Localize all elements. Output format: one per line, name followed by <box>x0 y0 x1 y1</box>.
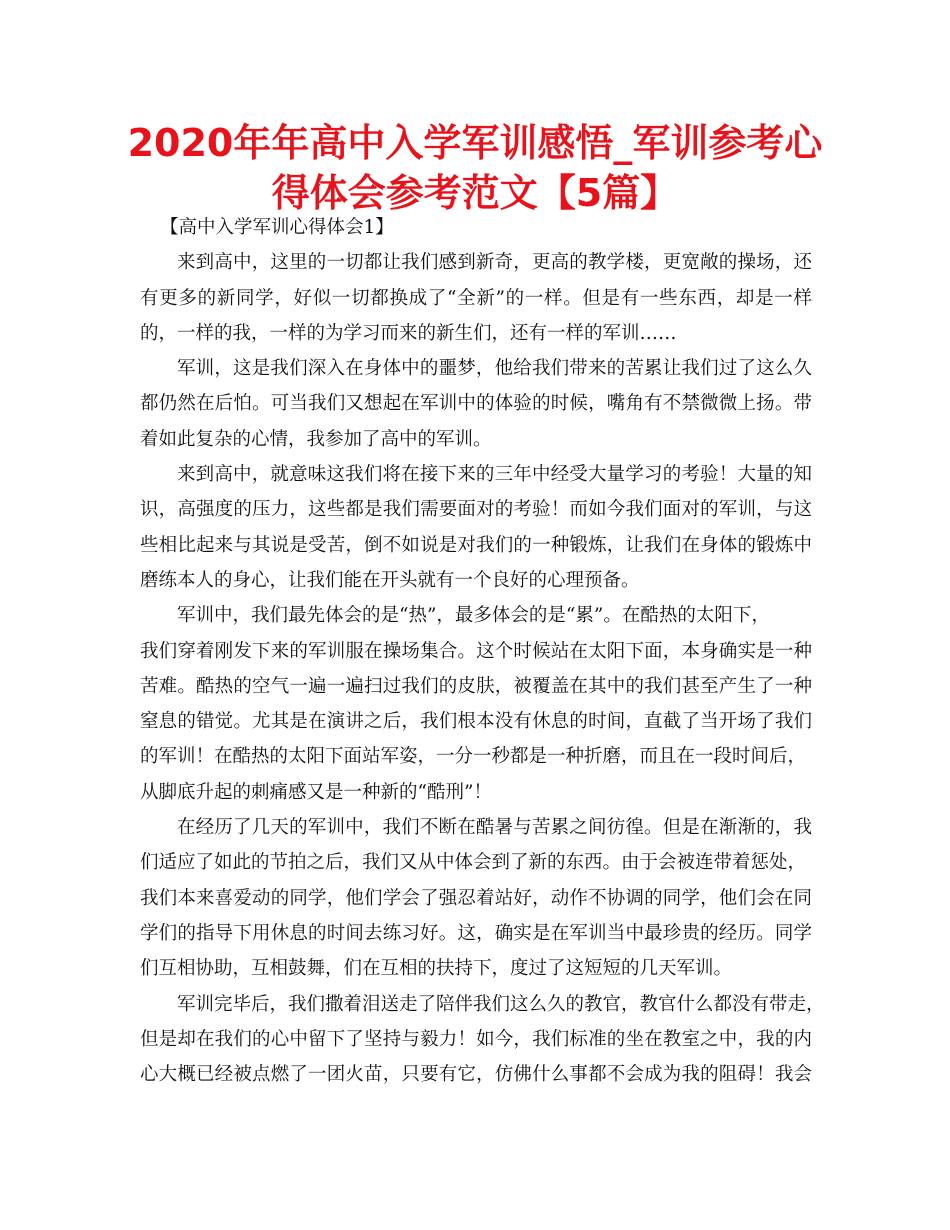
paragraph-line: 的军训！在酷热的太阳下面站军姿，一分一秒都是一种折磨，而且在一段时间后， <box>140 746 807 768</box>
paragraph-line: 识，高强度的压力，这些都是我们需要面对的考验！而如今我们面对的军训，与这 <box>140 499 812 521</box>
paragraph-line: 苦难。酷热的空气一遍一遍扫过我们的皮肤，被覆盖在其中的我们甚至产生了一种 <box>140 675 812 697</box>
paragraph-line: 都仍然在后怕。可当我们又想起在军训中的体验的时候，嘴角有不禁微微上扬。带 <box>140 393 812 415</box>
paragraph-line: 学们的指导下用休息的时间去练习好。这，确实是在军训当中最珍贵的经历。同学 <box>140 922 812 944</box>
paragraph <box>140 457 812 598</box>
title-line: 2020年年高中入学军训感悟_军训参考心 <box>127 121 823 165</box>
paragraph-line: 我们穿着刚发下来的军训服在操场集合。这个时候站在太阳下面，本身确实是一种 <box>140 640 812 662</box>
paragraph <box>140 810 812 986</box>
paragraph-line: 些相比起来与其说是受苦，倒不如说是对我们的一种锻炼，让我们在身体的锻炼中 <box>140 534 812 556</box>
paragraph-line: 我们本来喜爱动的同学，他们学会了强忍着站好，动作不协调的同学，他们会在同 <box>140 887 812 909</box>
paragraph <box>140 598 812 810</box>
paragraph-line: 有更多的新同学，好似一切都换成了“全新”的一样。但是有一些东西，却是一样 <box>140 287 812 309</box>
title-line: 得体会参考范文【5篇】 <box>271 171 679 215</box>
paragraph-line: 但是却在我们的心中留下了坚持与毅力！如今，我们标准的坐在教室之中，我的内 <box>140 1028 812 1050</box>
paragraph-line: 心大概已经被点燃了一团火苗，只要有它，仿佛什么事都不会成为我的阻碍！我会 <box>140 1064 812 1086</box>
paragraph-line: 们适应了如此的节拍之后，我们又从中体会到了新的东西。由于会被连带着惩处， <box>140 852 807 874</box>
paragraph-line: 军训完毕后，我们撒着泪送走了陪伴我们这么久的教官，教官什么都没有带走， <box>177 993 825 1015</box>
document-body <box>140 210 825 1092</box>
section-label: 【高中入学军训心得体会1】 <box>160 217 394 238</box>
paragraph <box>140 245 812 351</box>
paragraph-line: 在经历了几天的军训中，我们不断在酷暑与苦累之间彷徨。但是在渐渐的，我 <box>177 817 812 839</box>
paragraph-line: 窒息的错觉。尤其是在演讲之后，我们根本没有休息的时间，直截了当开场了我们 <box>140 711 812 733</box>
paragraph-line: 来到高中，就意味这我们将在接下来的三年中经受大量学习的考验！大量的知 <box>177 464 812 486</box>
paragraph-line: 来到高中，这里的一切都让我们感到新奇，更高的教学楼，更宽敞的操场，还 <box>177 252 812 274</box>
paragraph-line: 从脚底升起的刺痛感又是一种新的“酷刑”！ <box>140 781 492 803</box>
document-title <box>100 118 850 218</box>
paragraph <box>140 987 825 1093</box>
paragraph <box>140 351 812 457</box>
paragraph-line: 的，一样的我，一样的为学习而来的新生们，还有一样的军训…… <box>140 322 677 344</box>
paragraph-line: 着如此复杂的心情，我参加了高中的军训。 <box>140 428 492 450</box>
paragraph-line: 磨练本人的身心，让我们能在开头就有一个良好的心理预备。 <box>140 569 640 591</box>
paragraph-line: 军训，这是我们深入在身体中的噩梦，他给我们带来的苦累让我们过了这么久 <box>177 358 812 380</box>
paragraph-line: 军训中，我们最先体会的是“热”，最多体会的是“累”。在酷热的太阳下， <box>177 605 770 627</box>
paragraph-line: 们互相协助，互相鼓舞，们在互相的扶持下，度过了这短短的几天军训。 <box>140 958 733 980</box>
